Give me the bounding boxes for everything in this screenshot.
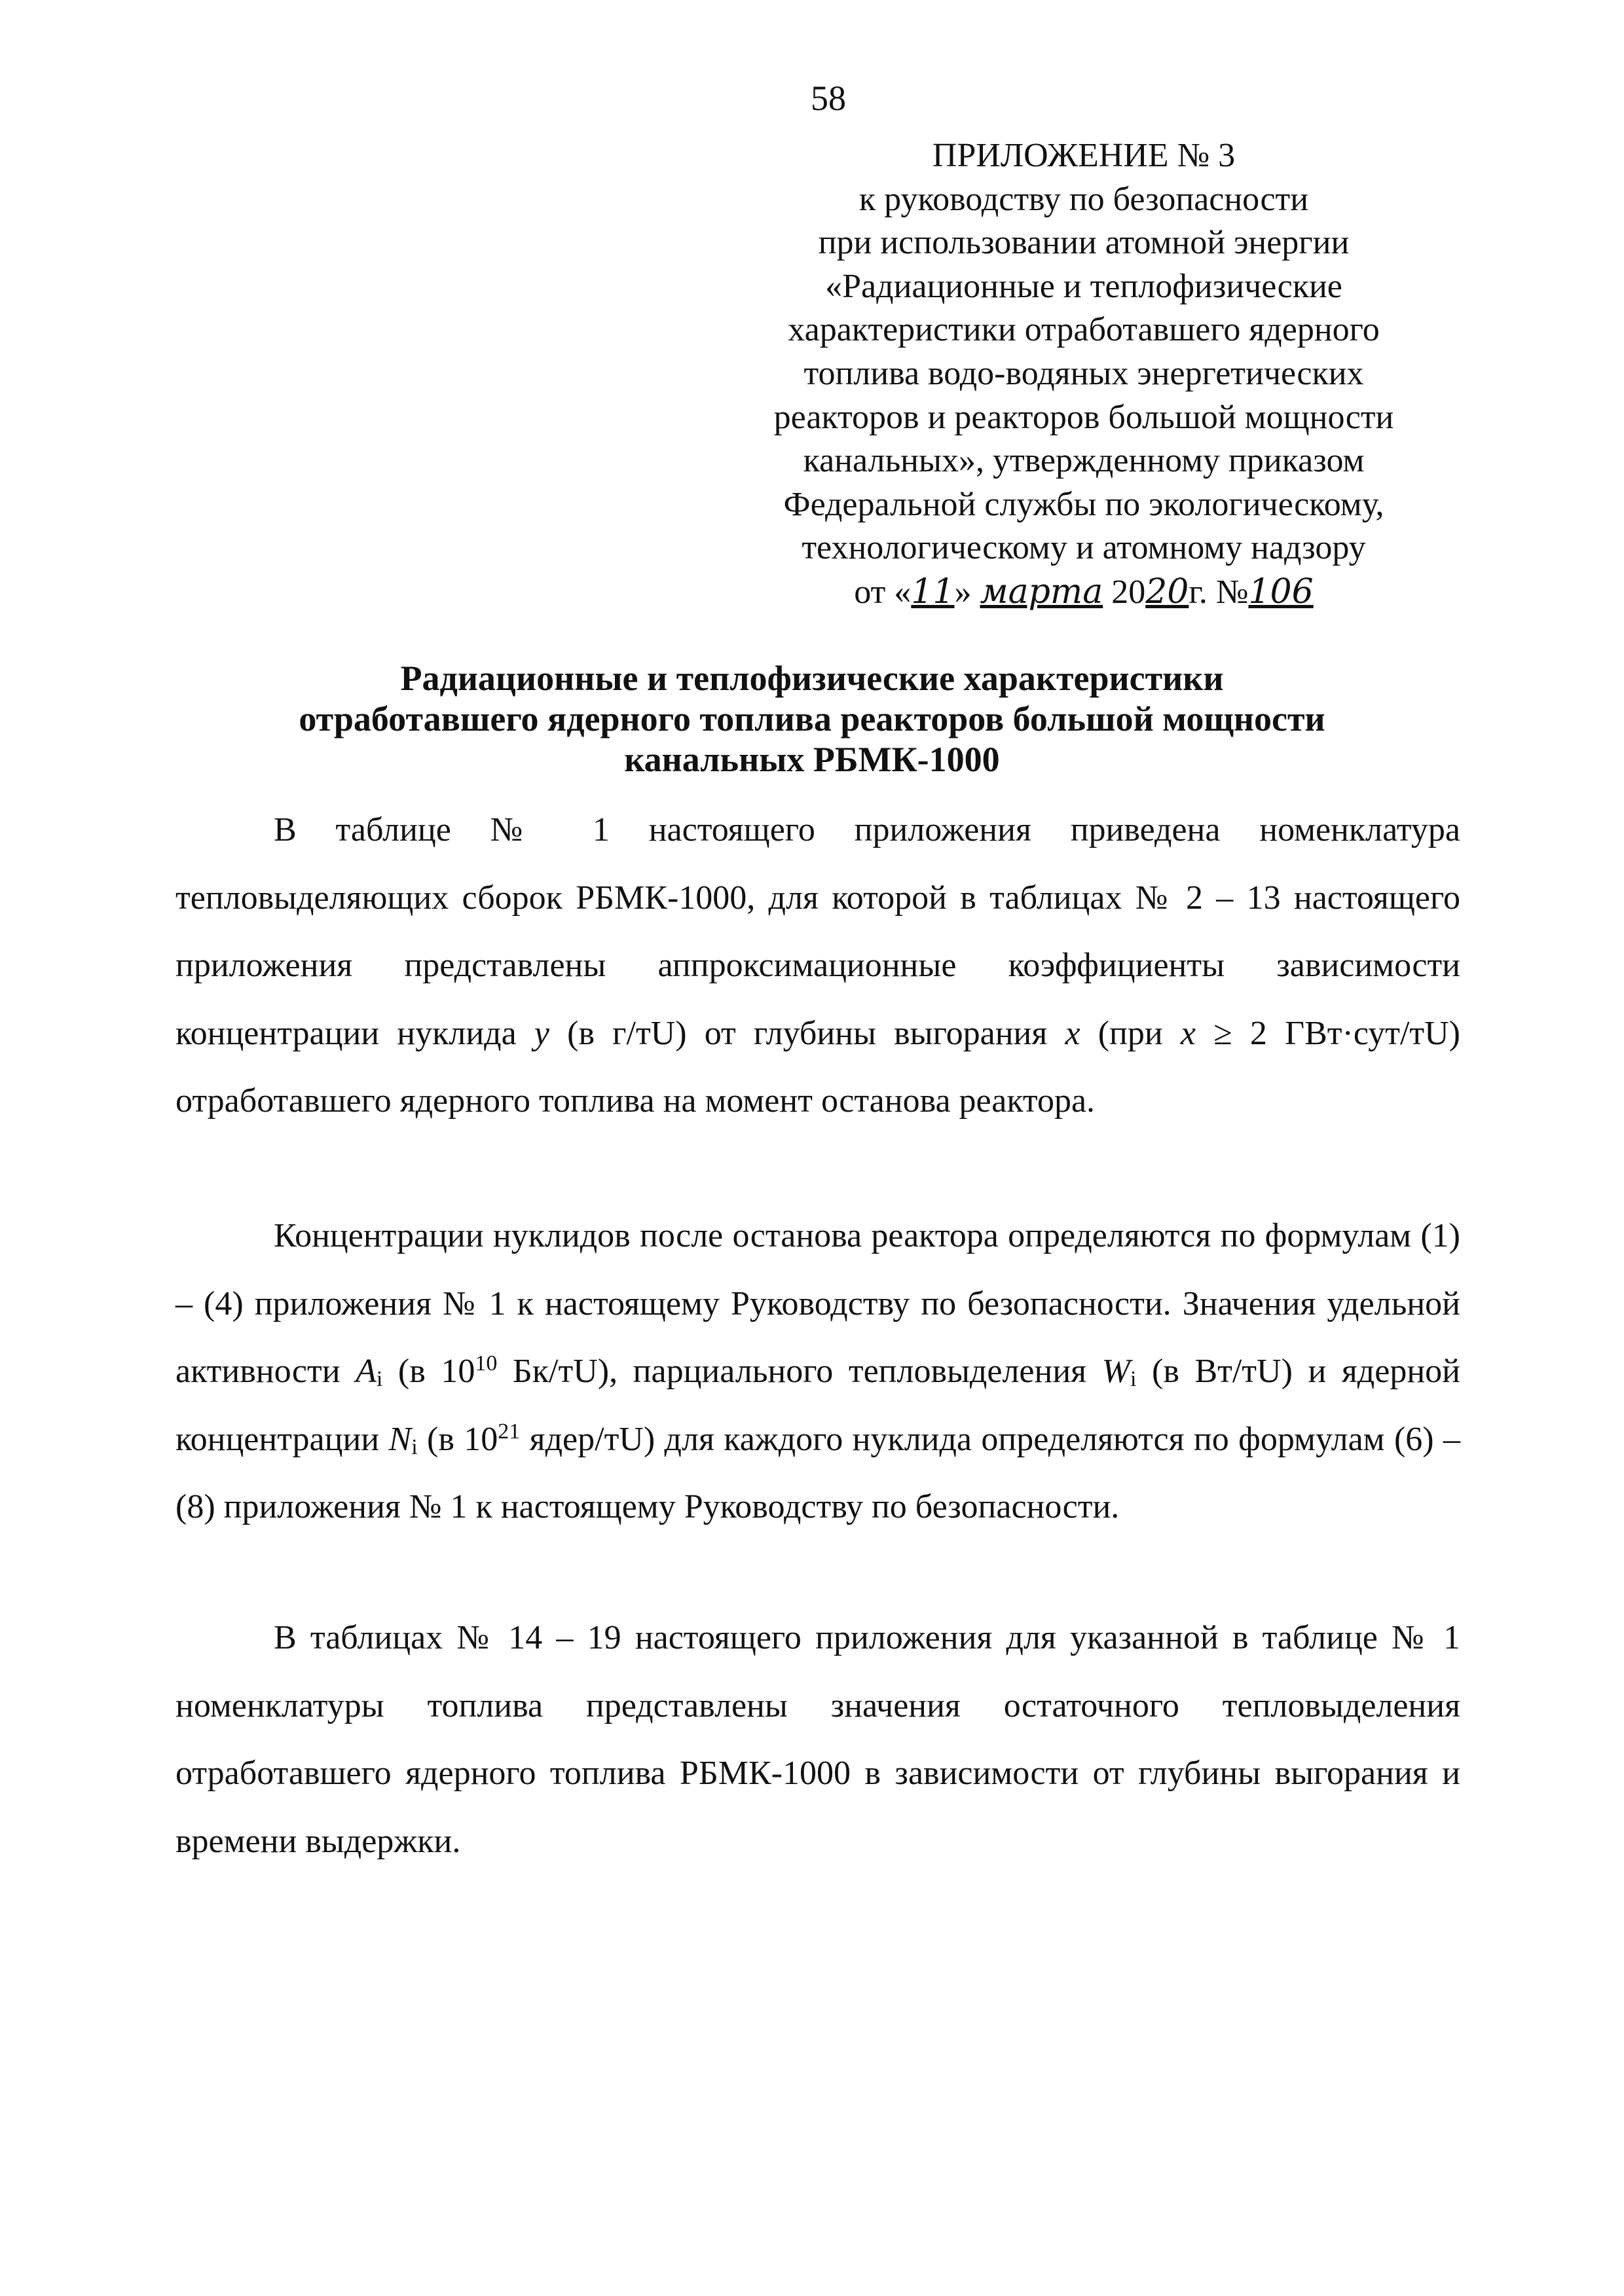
handwritten-day: 11 bbox=[911, 572, 955, 611]
appendix-line: при использовании атомной энергии bbox=[818, 224, 1350, 262]
handwritten-order-number: 106 bbox=[1248, 572, 1314, 611]
appendix-line: Федеральной службы по экологическому, bbox=[783, 485, 1384, 523]
title-line: канальных РБМК-1000 bbox=[624, 740, 1000, 779]
handwritten-year: 20 bbox=[1145, 572, 1189, 611]
page-number: 58 bbox=[811, 79, 846, 118]
order-date-line: от «11» марта 2020г. №106 bbox=[854, 572, 1314, 611]
paragraph-3: В таблицах № 14 – 19 настоящего приложения для указанной в таблице № 1 номенклатуры топлива представлены значения остаточного тепловыделения отработавшего ядерного топлива РБМК-1000 в зависимости от глубины выгорания и времени выдержки. bbox=[175, 1619, 1460, 1860]
appendix-header bbox=[707, 134, 1460, 615]
paragraph-1: В таблице № 1 настоящего приложения приведена номенклатура тепловыделяющих сборок РБМК-1000, для которой в таблицах № 2 – 13 настоящего приложения представлены аппроксимационные коэффициенты зависимости концентрации нуклида y (в г/тU) от глубины выгорания x (при x ≥ 2 ГВт·сут/тU) отработавшего ядерного топлива на момент останова реактора. bbox=[175, 811, 1460, 1120]
appendix-line: технологическому и атомному надзору bbox=[802, 529, 1366, 567]
paragraph-2: Концентрации нуклидов после останова реактора определяются по формулам (1) – (4) приложения № 1 к настоящему Руководству по безопасности. Значения удельной активности $A_i$ (в $10^{10}$ Бк/тU), парциального тепловыделения $W_i$ (в Вт/тU) и ядерной концентрации $N_i$ (в $10^{21}$ ядер/тU) для каждого нуклида определяются по формулам (6) – (8) приложения № 1 к настоящему Руководству по безопасности. bbox=[175, 1217, 1460, 1525]
title-line: Радиационные и теплофизические характеристики bbox=[400, 659, 1224, 698]
appendix-line: топлива водо-водяных энергетических bbox=[803, 354, 1364, 392]
appendix-line: к руководству по безопасности bbox=[858, 180, 1309, 218]
appendix-line: реакторов и реакторов большой мощности bbox=[773, 398, 1394, 436]
appendix-line: «Радиационные и теплофизические bbox=[825, 267, 1342, 305]
appendix-heading: ПРИЛОЖЕНИЕ № 3 bbox=[932, 137, 1236, 174]
appendix-line: канальных», утвержденному приказом bbox=[803, 442, 1365, 480]
handwritten-month: марта bbox=[980, 572, 1103, 611]
document-title bbox=[170, 658, 1454, 780]
appendix-line: характеристики отработавшего ядерного bbox=[788, 311, 1380, 349]
title-line: отработавшего ядерного топлива реакторов большой мощности bbox=[299, 699, 1325, 738]
